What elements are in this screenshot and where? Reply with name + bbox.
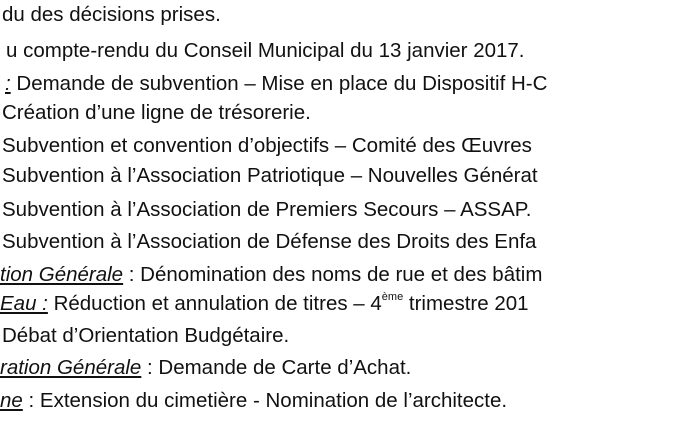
agenda-line-8 [2,229,536,254]
agenda-line-13 [0,388,507,413]
agenda-line-6 [2,163,538,188]
agenda-line-9 [0,262,542,287]
agenda-line-11 [2,323,289,348]
superscript: ème [381,291,404,304]
section-label: : [5,72,11,95]
line-text: : Extension du cimetière - Nomination de l’architecte. [22,389,508,412]
agenda-line-7 [2,197,532,222]
line-text: Subvention à l’Association de Premiers Secours – ASSAP. [2,198,532,221]
section-label: Eau : [0,292,48,315]
line-text: Subvention et convention d’objectifs – Comité des Œuvres [2,134,532,157]
agenda-line-10 [0,291,529,316]
agenda-line-4 [2,100,311,125]
agenda-line-1 [2,2,221,27]
line-text: Création d’une ligne de trésorerie. [2,101,311,124]
line-text: Réduction et annulation de titres – 4 [47,292,382,315]
agenda-line-12 [0,355,411,380]
line-text: Subvention à l’Association Patriotique – Nouvelles Générat [2,164,538,187]
line-text-tail: trimestre 201 [403,292,529,315]
agenda-line-5 [2,133,532,158]
line-text: Subvention à l’Association de Défense des Droits des Enfa [2,230,537,253]
line-text: Débat d’Orientation Budgétaire. [2,324,290,347]
line-text: Demande de subvention – Mise en place du Dispositif H-C [10,72,548,95]
agenda-line-2 [6,38,525,63]
line-text: : Demande de Carte d’Achat. [141,356,412,379]
section-label: ne [0,389,23,412]
line-text: : Dénomination des noms de rue et des bâtim [123,263,543,286]
line-text: du des décisions prises. [2,3,221,26]
section-label: tion Générale [0,263,124,286]
line-text: u compte-rendu du Conseil Municipal du 13 janvier 2017. [6,39,525,62]
section-label: ration Générale [0,356,142,379]
agenda-line-3 [5,71,547,96]
